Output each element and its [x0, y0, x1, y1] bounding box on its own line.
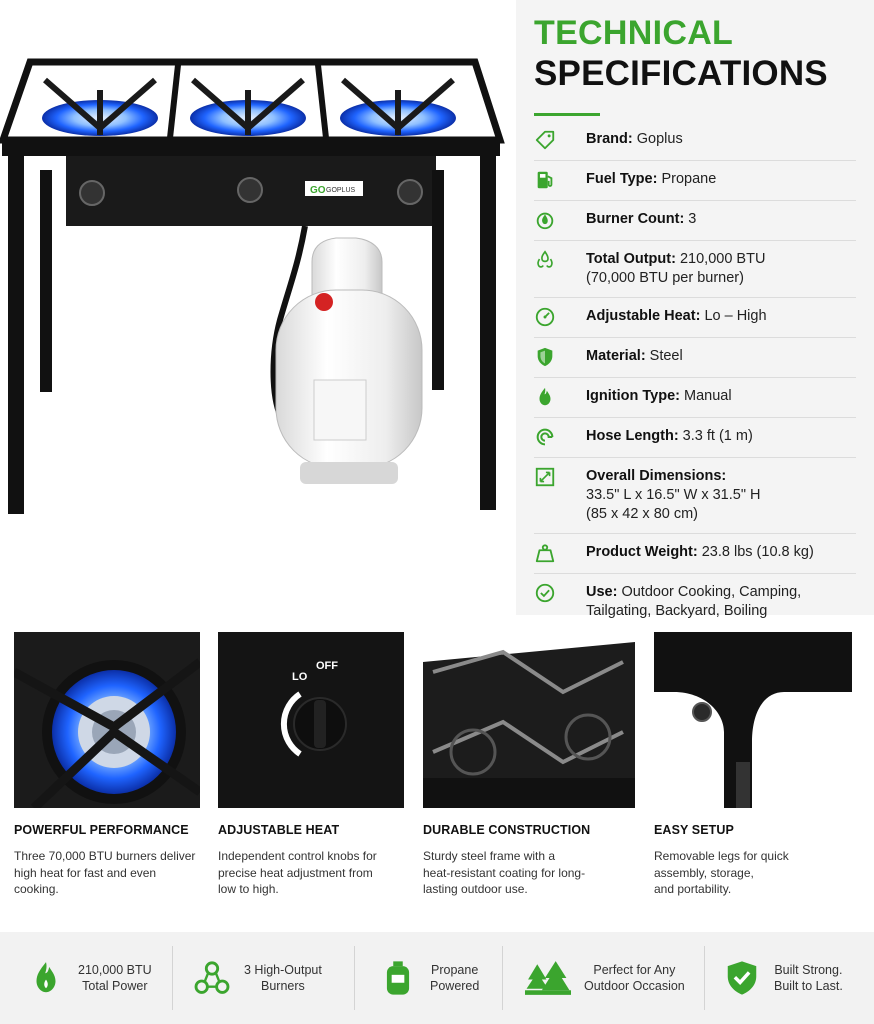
knob-lo-label: LO	[292, 671, 308, 683]
badge-burners	[192, 932, 322, 1024]
tag-icon	[534, 129, 556, 151]
feature-title: DURABLE CONSTRUCTION	[423, 823, 591, 837]
spec-value-metric: (85 x 42 x 80 cm)	[586, 506, 699, 522]
title-accent-rule	[534, 113, 600, 116]
badge-label: Built Strong. Built to Last.	[774, 963, 843, 993]
badge-total-power	[26, 932, 152, 1024]
spec-row-product-weight: Product Weight: 23.8 lbs (10.8 kg)	[534, 534, 856, 574]
spec-row-brand: Brand: Goplus	[534, 121, 856, 161]
badge-built-strong	[722, 932, 843, 1024]
three-burners-icon	[192, 958, 232, 998]
dimensions-icon	[534, 466, 556, 488]
spec-value: Steel	[649, 348, 683, 364]
badge-divider	[704, 946, 705, 1010]
feature-description: Independent control knobs for precise heat adjustment from low to high.	[218, 849, 377, 896]
spec-value-imperial: 33.5" L x 16.5" W x 31.5" H	[586, 487, 761, 503]
feature-description: Removable legs for quick assembly, storage, and portability.	[654, 849, 789, 896]
spec-label: Fuel Type	[586, 171, 653, 187]
specs-title-line1: TECHNICAL	[534, 14, 734, 52]
spec-label: Product Weight	[586, 544, 693, 560]
check-circle-icon	[534, 582, 556, 604]
badge-label: 210,000 BTU Total Power	[78, 963, 152, 993]
spec-value: Lo – High	[704, 308, 767, 324]
spec-row-adjustable-heat: Adjustable Heat: Lo – High	[534, 298, 856, 338]
propane-tank-icon	[378, 958, 418, 998]
spec-label: Use	[586, 584, 613, 600]
spec-row-ignition-type: Ignition Type: Manual	[534, 378, 856, 418]
specs-title-line2: SPECIFICATIONS	[534, 54, 828, 93]
feature-description: Sturdy steel frame with a heat-resistant coating for long- lasting outdoor use.	[423, 849, 586, 896]
shield-icon	[534, 346, 556, 368]
spec-value: 210,000 BTU	[679, 251, 766, 267]
spec-value: 3	[688, 211, 697, 227]
spec-row-overall-dimensions: Overall Dimensions: 33.5" L x 16.5" W x 31.5" H (85 x 42 x 80 cm)	[534, 458, 856, 534]
spec-label: Total Output	[586, 251, 672, 267]
spec-value: Goplus	[636, 131, 683, 147]
trees-icon	[524, 958, 572, 998]
feature-title: EASY SETUP	[654, 823, 734, 837]
spec-row-burner-count: Burner Count: 3	[534, 201, 856, 241]
badge-divider	[502, 946, 503, 1010]
feature-durable-construction	[423, 632, 635, 898]
weight-icon	[534, 542, 556, 564]
knob-off-label: OFF	[316, 660, 338, 672]
spec-value: Propane	[661, 171, 717, 187]
feature-easy-setup	[654, 632, 852, 898]
spec-value-detail: (70,000 BTU per burner)	[586, 270, 744, 286]
spec-label: Brand	[586, 131, 628, 147]
badge-divider	[354, 946, 355, 1010]
flames-triple-icon	[534, 249, 556, 271]
spec-label: Overall Dimensions	[586, 468, 722, 484]
spec-row-hose-length: Hose Length: 3.3 ft (1 m)	[534, 418, 856, 458]
stove-brand-mark: GO	[310, 185, 326, 196]
spec-row-material: Material: Steel	[534, 338, 856, 378]
badge-outdoor	[524, 932, 685, 1024]
gauge-icon	[534, 306, 556, 328]
feature-title: ADJUSTABLE HEAT	[218, 823, 340, 837]
spec-value: 3.3 ft (1 m)	[682, 428, 753, 444]
spec-value: Outdoor Cooking, Camping,	[621, 584, 802, 600]
spec-value: 23.8 lbs (10.8 kg)	[701, 544, 814, 560]
spec-label: Ignition Type	[586, 388, 676, 404]
burner-flame-photo	[14, 632, 200, 808]
feature-powerful-performance	[14, 632, 200, 898]
badge-label: Propane Powered	[430, 963, 480, 993]
fuel-pump-icon	[534, 169, 556, 191]
technical-specifications-panel	[516, 0, 874, 619]
spec-label: Burner Count	[586, 211, 680, 227]
feature-adjustable-heat	[218, 632, 404, 898]
badge-label: Perfect for Any Outdoor Occasion	[584, 963, 685, 993]
highlights-bar	[0, 932, 874, 1024]
spec-row-fuel-type: Fuel Type: Propane	[534, 161, 856, 201]
removable-leg-photo	[654, 632, 852, 808]
steel-frame-photo	[423, 632, 635, 808]
spec-value: Manual	[684, 388, 732, 404]
flame-icon	[26, 958, 66, 998]
badge-divider	[172, 946, 173, 1010]
shield-check-icon	[722, 958, 762, 998]
stove-illustration	[0, 0, 516, 615]
feature-title: POWERFUL PERFORMANCE	[14, 823, 189, 837]
spec-label: Material	[586, 348, 641, 364]
burner-icon	[534, 209, 556, 231]
spec-label: Adjustable Heat	[586, 308, 696, 324]
hose-icon	[534, 426, 556, 448]
product-hero-image	[0, 0, 516, 615]
flame-icon	[534, 386, 556, 408]
spec-value-cont: Tailgating, Backyard, Boiling	[586, 603, 768, 619]
spec-row-total-output: Total Output: 210,000 BTU (70,000 BTU per burner)	[534, 241, 856, 298]
badge-propane	[378, 932, 479, 1024]
badge-label: 3 High-Output Burners	[244, 963, 322, 993]
spec-row-use: Use: Outdoor Cooking, Camping, Tailgating, Backyard, Boiling	[534, 574, 856, 630]
spec-label: Hose Length	[586, 428, 674, 444]
feature-description: Three 70,000 BTU burners deliver high heat for fast and even cooking.	[14, 849, 196, 896]
stove-brand-label: GOPLUS	[326, 187, 356, 194]
control-knob-photo	[218, 632, 404, 808]
